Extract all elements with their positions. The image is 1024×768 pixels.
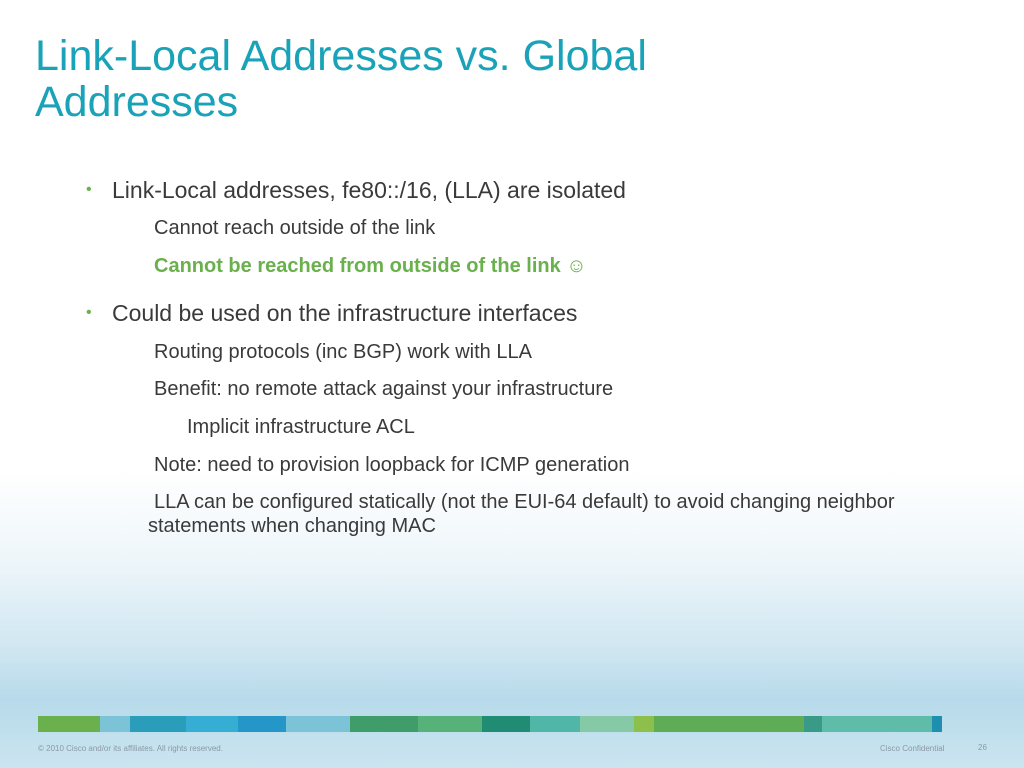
color-bar-segment <box>822 716 932 732</box>
color-bar-segment <box>350 716 418 732</box>
color-bar-segment <box>530 716 580 732</box>
color-bar-segment <box>238 716 286 732</box>
footer-confidential: Cisco Confidential <box>880 744 945 753</box>
bullet-1-sub-2: Cannot be reached from outside of the link ☺ <box>154 255 587 277</box>
footer-color-bar <box>38 716 986 732</box>
color-bar-segment <box>286 716 350 732</box>
bullet-2-sub-2: Benefit: no remote attack against your infrastructure <box>154 378 614 400</box>
color-bar-segment <box>418 716 482 732</box>
bullet-2-sub-2-sub-1: Implicit infrastructure ACL <box>187 416 415 438</box>
page-number: 26 <box>978 743 987 752</box>
bullet-2-sub-1: Routing protocols (inc BGP) work with LLA <box>154 341 532 363</box>
bullet-dot-2: • <box>86 304 92 321</box>
color-bar-segment <box>580 716 634 732</box>
bullet-2-sub-4: LLA can be configured statically (not the EUI-64 default) to avoid changing neighbor statements when changing MAC <box>148 491 895 537</box>
color-bar-segment <box>654 716 804 732</box>
color-bar-segment <box>38 716 100 732</box>
slide-title <box>35 33 935 125</box>
footer-copyright: © 2010 Cisco and/or its affiliates. All rights reserved. <box>38 744 223 753</box>
color-bar-segment <box>186 716 238 732</box>
bullet-dot-1: • <box>86 181 92 198</box>
color-bar-segment <box>634 716 654 732</box>
color-bar-segment <box>130 716 186 732</box>
color-bar-segment <box>932 716 942 732</box>
bullet-2: Could be used on the infrastructure interfaces <box>112 300 578 326</box>
bullet-1: Link-Local addresses, fe80::/16, (LLA) are isolated <box>112 177 626 203</box>
color-bar-segment <box>804 716 822 732</box>
color-bar-segment <box>482 716 530 732</box>
title-line-2: Addresses <box>35 78 239 126</box>
title-line-1: Link-Local Addresses vs. Global <box>35 32 647 80</box>
bullet-2-sub-3: Note: need to provision loopback for ICMP generation <box>154 454 630 476</box>
bullet-1-sub-1: Cannot reach outside of the link <box>154 217 436 239</box>
color-bar-segment <box>100 716 130 732</box>
